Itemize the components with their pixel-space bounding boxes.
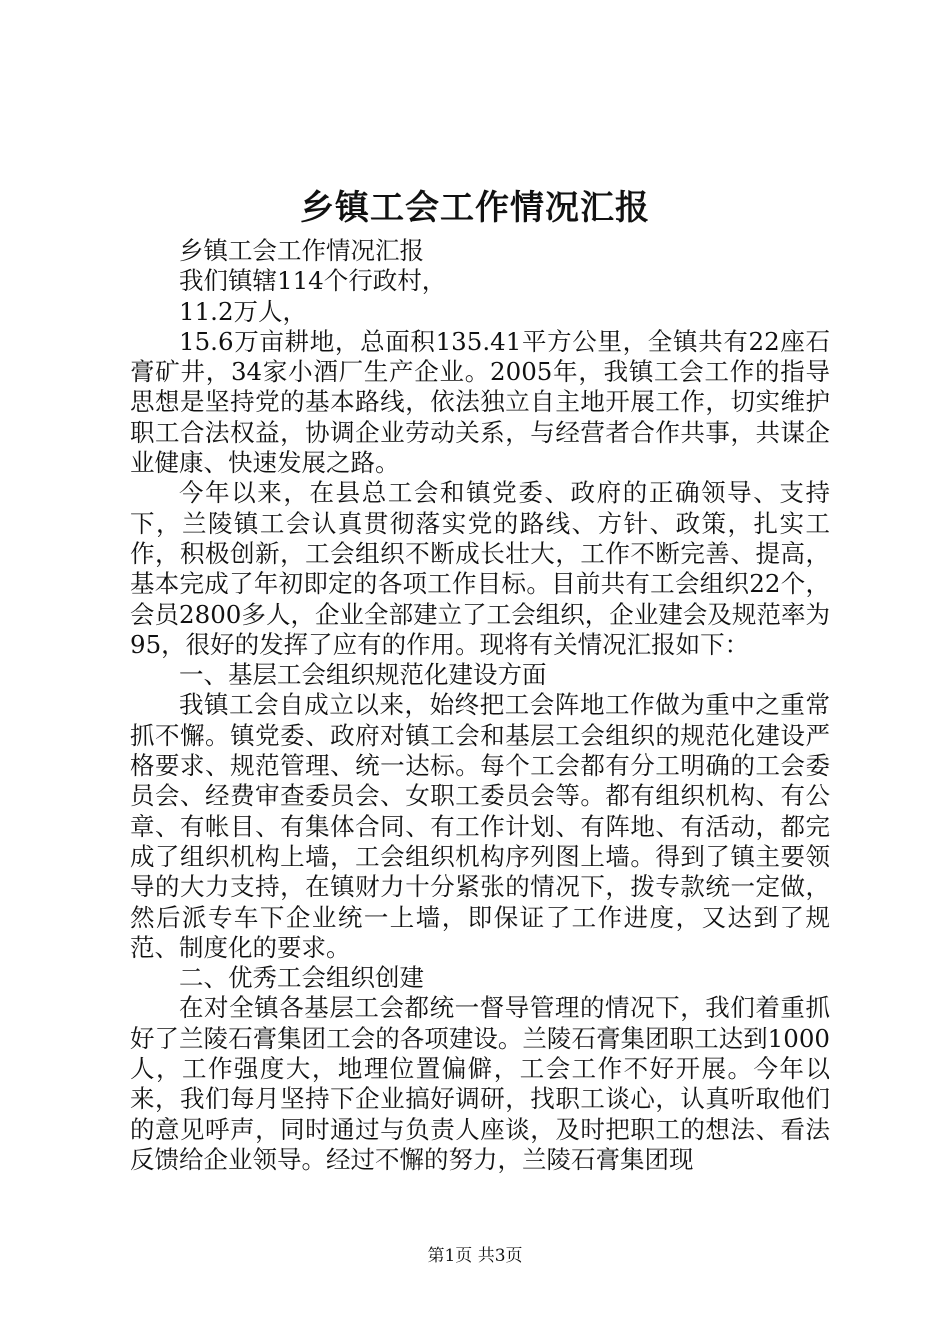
paragraph-heading-repeat: 乡镇工会工作情况汇报: [179, 236, 424, 265]
document-title: 乡镇工会工作情况汇报: [300, 188, 650, 228]
paragraph-villages: 我们镇辖114个行政村，: [179, 266, 447, 296]
paragraph-standardization: 我镇工会自成立以来，始终把工会阵地工作做为重中之重常抓不懈。镇党委、政府对镇工会和基层工会组织的规范化建设严格要求、规范管理、统一达标。每个工会都有分工明确的工会委员会、经费审查委员会、女职工委员会等。都有组织机构、有公章、有帐目、有集体合同、有工作计划、有阵地、有活动，都完成了组织机构上墙，工会组织机构序列图上墙。得到了镇主要领导的大力支持，在镇财力十分紧张的情况下，拨专款统一定做，然后派专车下企业统一上墙，即保证了工作进度，又达到了规范、制度化的要求。: [130, 690, 830, 962]
page-footer: 第1页 共3页: [427, 1246, 523, 1266]
paragraph-population: 11.2万人，: [179, 296, 308, 326]
paragraph-excellence: 在对全镇各基层工会都统一督导管理的情况下，我们着重抓好了兰陵石膏集团工会的各项建设。兰陵石膏集团职工达到1000人，工作强度大，地理位置偏僻，工会工作不好开展。今年以来，我们每月坚持下企业搞好调研，找职工谈心，认真听取他们的意见呼声，同时通过与负责人座谈，及时把职工的想法、看法反馈给企业领导。经过不懈的努力，兰陵石膏集团现: [130, 993, 830, 1174]
paragraph-this-year: 今年以来，在县总工会和镇党委、政府的正确领导、支持下，兰陵镇工会认真贯彻落实党的路线、方针、政策，扎实工作，积极创新，工会组织不断成长壮大，工作不断完善、提高，基本完成了年初即定的各项工作目标。目前共有工会组织22个，会员2800多人，企业全部建立了工会组织，企业建会及规范率为95，很好的发挥了应有的作用。现将有关情况汇报如下：: [130, 478, 830, 659]
section-heading-1: 一、基层工会组织规范化建设方面: [179, 660, 547, 690]
paragraph-overview: 15.6万亩耕地，总面积135.41平方公里，全镇共有22座石膏矿井，34家小酒厂生产企业。2005年，我镇工会工作的指导思想是坚持党的基本路线，依法独立自主地开展工作，切实维护职工合法权益，协调企业劳动关系，与经营者合作共事，共谋企业健康、快速发展之路。: [130, 326, 830, 478]
document-body: [130, 236, 830, 1175]
section-heading-2: 二、优秀工会组织创建: [179, 963, 424, 993]
